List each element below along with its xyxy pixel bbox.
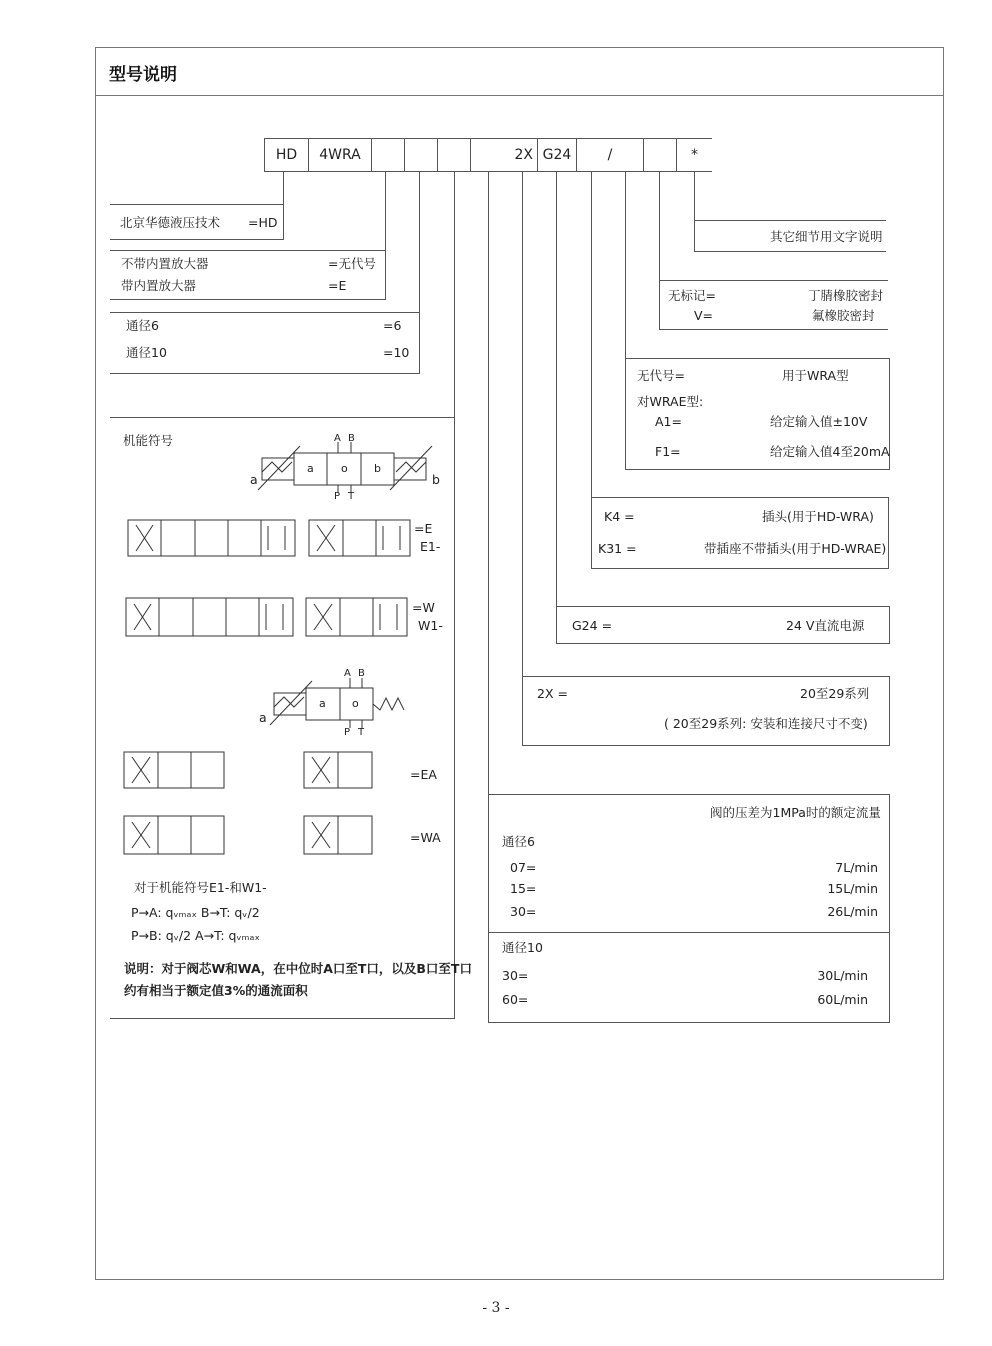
port-p: P [334,491,341,502]
series-v1: 20至29系列 [800,686,870,701]
port-p: P [344,727,351,738]
other-label: 其它细节用文字说明 [770,229,883,244]
flow-row10-k: 60= [502,992,529,1007]
note-title: 对于机能符号E1-和W1- [134,880,267,895]
size-l1: 通径6 [126,318,159,333]
flow-row6-k: 15= [510,881,537,896]
mfr-value: =HD [248,215,278,230]
seal-l1: 无标记= [668,288,716,303]
flow-row10-k: 30= [502,968,529,983]
power-l1: G24 = [572,618,613,633]
flow-row6-v: 15L/min [827,881,878,896]
label-w1: W1- [418,618,443,633]
size-v1: =6 [383,318,402,333]
note-line-2: P→B: qᵥ/2 A→T: qᵥₘₐₓ [131,928,260,943]
plug-v2: 带插座不带插头(用于HD-WRAE) [704,541,887,556]
pos-label: o [352,697,359,710]
pos-label: b [374,462,381,475]
label-ea: =EA [410,767,437,782]
seal-v2: 氟橡胶密封 [812,308,875,323]
variant-v4: 给定输入值4至20mA [770,444,890,459]
solenoid-a-label: a [259,710,267,725]
flow-title: 阀的压差为1MPa时的额定流量 [710,805,881,820]
seal-v1: 丁腈橡胶密封 [808,288,884,303]
seal-l2: V= [694,308,714,323]
code-plug: / [576,138,644,172]
variant-l4: F1= [655,444,681,459]
power-v1: 24 V直流电源 [786,618,865,633]
variant-v3: 给定输入值±10V [770,414,868,429]
flow-row6-k: 07= [510,860,537,875]
plug-l1: K4 = [604,509,635,524]
amp-v1: =无代号 [328,256,376,271]
solenoid-b-label: b [432,472,440,487]
series-l1: 2X = [537,686,568,701]
flow-ng6: 通径6 [502,834,535,849]
pos-label: a [319,697,326,710]
page-number: - 3 - [482,1300,510,1316]
plug-v1: 插头(用于HD-WRA) [762,509,874,524]
amp-l1: 不带内置放大器 [121,256,209,271]
amp-v2: =E [328,278,347,293]
variant-l1: 无代号= [637,368,685,383]
pos-label: o [341,462,348,475]
code-power: G24 [537,138,577,172]
label-w: =W [412,600,435,615]
amp-l2: 带内置放大器 [121,278,197,293]
note-line-1: P→A: qᵥₘₐₓ B→T: qᵥ/2 [131,905,260,920]
port-b: B [358,668,365,679]
remark-line-2: 约有相当于额定值3%的通流面积 [124,983,308,998]
port-t: T [358,727,365,738]
code-4wra: 4WRA [308,138,372,172]
flow-row6-k: 30= [510,904,537,919]
port-a: A [334,433,341,444]
flow-row10-v: 30L/min [817,968,868,983]
size-v2: =10 [383,345,410,360]
port-a: A [344,668,351,679]
variant-v1: 用于WRA型 [782,368,849,383]
port-t: T [348,491,355,502]
label-e1: E1- [420,539,441,554]
code-hd: HD [264,138,309,172]
remark-line-1: 说明：对于阀芯W和WA，在中位时A口至T口，以及B口至T口 [124,961,472,976]
code-other: * [676,138,712,172]
flow-ng10: 通径10 [502,940,543,955]
label-e: =E [414,521,433,536]
series-note: ( 20至29系列: 安装和连接尺寸不变) [664,716,868,731]
plug-l2: K31 = [598,541,637,556]
code-series: 2X [470,138,538,172]
label-wa: =WA [410,830,441,845]
variant-l2: 对WRAE型: [637,394,704,409]
size-l2: 通径10 [126,345,167,360]
flow-row10-v: 60L/min [817,992,868,1007]
flow-row6-v: 7L/min [835,860,878,875]
mfr-label: 北京华德液压技术 [120,215,221,230]
port-b: B [348,433,355,444]
page-title: 型号说明 [109,65,177,85]
solenoid-a-label: a [250,472,258,487]
symbols-title: 机能符号 [123,433,174,448]
pos-label: a [307,462,314,475]
flow-row6-v: 26L/min [827,904,878,919]
variant-l3: A1= [655,414,682,429]
